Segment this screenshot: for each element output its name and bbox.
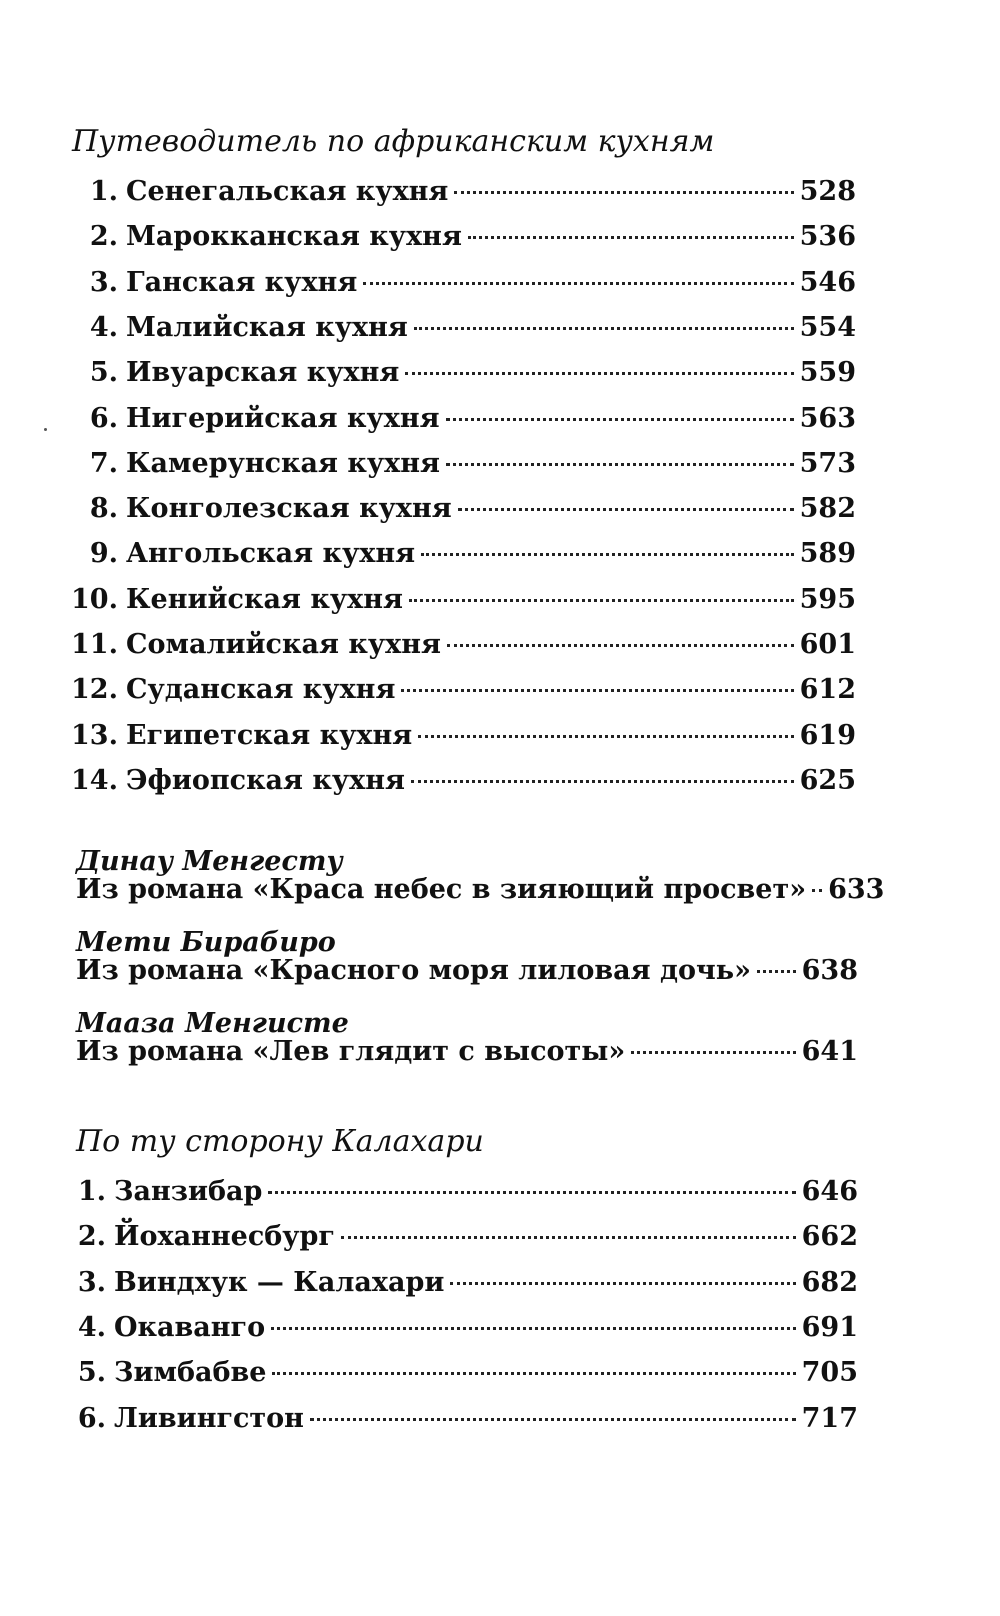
dot-leader: [421, 553, 794, 556]
dot-leader: [468, 236, 794, 239]
dot-leader: [631, 1051, 795, 1054]
entry-number: 6.: [77, 1402, 106, 1434]
toc-entry[interactable]: [66, 489, 856, 529]
entry-number: 14.: [71, 764, 118, 796]
dot-leader: [409, 599, 794, 602]
page-number: 638: [801, 955, 858, 986]
toc-entry[interactable]: [66, 308, 856, 348]
entry-number: 1.: [77, 1176, 106, 1207]
page-number: 662: [801, 1221, 858, 1253]
toc-entry[interactable]: [66, 353, 856, 393]
excerpt-title: Из романа «Лев глядит с высоты»: [76, 1036, 626, 1067]
toc-entry[interactable]: [66, 1399, 858, 1439]
dot-leader: [272, 1372, 795, 1375]
entry-label: Конголезская кухня: [126, 493, 452, 525]
entry-number: 4.: [77, 1311, 106, 1343]
page-number: 563: [799, 402, 856, 434]
entry-number: 2.: [89, 221, 118, 253]
dot-leader: [363, 282, 793, 285]
dot-leader: [447, 644, 794, 647]
entry-number: 3.: [77, 1266, 106, 1298]
page-number: 554: [799, 311, 856, 343]
entry-number: 2.: [77, 1221, 106, 1253]
page-number: 682: [801, 1266, 858, 1298]
entry-label: Ивуарская кухня: [126, 357, 400, 389]
dot-leader: [757, 970, 796, 973]
dot-leader: [401, 689, 793, 692]
toc-entry[interactable]: [66, 580, 856, 620]
toc-entry[interactable]: [66, 1263, 858, 1303]
scan-speck: [44, 428, 47, 431]
excerpt-author: Мети Бирабиро: [76, 927, 336, 958]
toc-entry[interactable]: [66, 1172, 858, 1212]
entry-number: 6.: [89, 402, 118, 434]
toc-entry[interactable]: [66, 625, 856, 665]
entry-label: Сомалийская кухня: [126, 629, 441, 660]
toc-entry[interactable]: [66, 1308, 858, 1348]
entry-label: Суданская кухня: [126, 674, 396, 706]
toc-entry[interactable]: [66, 670, 856, 710]
dot-leader: [450, 1282, 795, 1285]
page-number: 573: [799, 447, 856, 479]
page-number: 528: [799, 176, 856, 207]
toc-entry[interactable]: [66, 761, 856, 801]
page-number: 559: [799, 357, 856, 389]
toc-entry[interactable]: [66, 534, 856, 574]
dot-leader: [812, 889, 822, 892]
excerpt-entry[interactable]: [76, 1032, 858, 1072]
toc-entry[interactable]: [66, 716, 856, 756]
page-number: 595: [799, 583, 856, 615]
entry-label: Египетская кухня: [126, 719, 413, 751]
dot-leader: [405, 372, 793, 375]
excerpt-entry[interactable]: [76, 870, 885, 910]
dot-leader: [454, 191, 793, 194]
entry-label: Сенегальская кухня: [126, 176, 449, 207]
excerpt-author: Динау Менгесту: [76, 846, 343, 877]
page-number: 646: [801, 1176, 858, 1207]
toc-entry[interactable]: [66, 1353, 858, 1393]
excerpt-title: Из романа «Красного моря лиловая дочь»: [76, 955, 751, 986]
entry-number: 8.: [89, 493, 118, 525]
page-number: 589: [799, 538, 856, 570]
page-number: 601: [799, 629, 856, 660]
section-heading-beyond-kalahari: По ту сторону Калахари: [76, 1124, 484, 1159]
dot-leader: [458, 508, 794, 511]
entry-label: Эфиопская кухня: [126, 764, 405, 796]
section-heading-african-cuisines: Путеводитель по африканским кухням: [72, 124, 715, 159]
entry-label: Занзибар: [114, 1176, 263, 1207]
entry-number: 9.: [89, 538, 118, 570]
entry-number: 3.: [89, 266, 118, 298]
entry-number: 7.: [89, 447, 118, 479]
dot-leader: [446, 463, 794, 466]
page-number: 705: [801, 1357, 858, 1389]
page-number: 717: [801, 1402, 858, 1434]
dot-leader: [310, 1418, 796, 1421]
page-number: 633: [828, 874, 885, 905]
entry-label: Ливингстон: [114, 1402, 304, 1434]
entry-number: 11.: [71, 629, 118, 660]
entry-number: 13.: [71, 719, 118, 751]
entry-label: Марокканская кухня: [126, 221, 462, 253]
page-number: 612: [799, 674, 856, 706]
excerpt-title: Из романа «Краса небес в зияющий просвет»: [76, 874, 807, 905]
toc-entry[interactable]: [66, 1217, 858, 1257]
dot-leader: [446, 418, 794, 421]
entry-label: Малийская кухня: [126, 311, 408, 343]
entry-label: Нигерийская кухня: [126, 402, 440, 434]
excerpt-entry[interactable]: [76, 951, 858, 991]
dot-leader: [414, 327, 794, 330]
dot-leader: [268, 1191, 795, 1194]
entry-label: Окаванго: [114, 1311, 266, 1343]
dot-leader: [271, 1327, 796, 1330]
entry-label: Камерунская кухня: [126, 447, 440, 479]
dot-leader: [341, 1236, 796, 1239]
toc-entry[interactable]: [66, 263, 856, 303]
entry-label: Кенийская кухня: [126, 583, 403, 615]
page-number: 619: [799, 719, 856, 751]
entry-label: Зимбабве: [114, 1357, 267, 1389]
toc-entry[interactable]: [66, 399, 856, 439]
toc-entry[interactable]: [66, 172, 856, 212]
dot-leader: [418, 735, 793, 738]
page-number: 546: [799, 266, 856, 298]
excerpt-author: Мааза Менгисте: [76, 1008, 349, 1039]
entry-label: Ангольская кухня: [126, 538, 416, 570]
entry-number: 10.: [71, 583, 118, 615]
page-number: 582: [799, 493, 856, 525]
page-number: 625: [799, 764, 856, 796]
entry-label: Виндхук — Калахари: [114, 1266, 445, 1298]
entry-label: Йоханнесбург: [114, 1221, 335, 1253]
entry-number: 1.: [89, 176, 118, 207]
entry-label: Ганская кухня: [126, 266, 358, 298]
toc-entry[interactable]: [66, 444, 856, 484]
entry-number: 5.: [89, 357, 118, 389]
page-number: 536: [799, 221, 856, 253]
page-number: 641: [801, 1036, 858, 1067]
toc-entry[interactable]: [66, 217, 856, 257]
entry-number: 5.: [77, 1357, 106, 1389]
dot-leader: [411, 780, 794, 783]
entry-number: 4.: [89, 311, 118, 343]
entry-number: 12.: [71, 674, 118, 706]
page-number: 691: [801, 1311, 858, 1343]
